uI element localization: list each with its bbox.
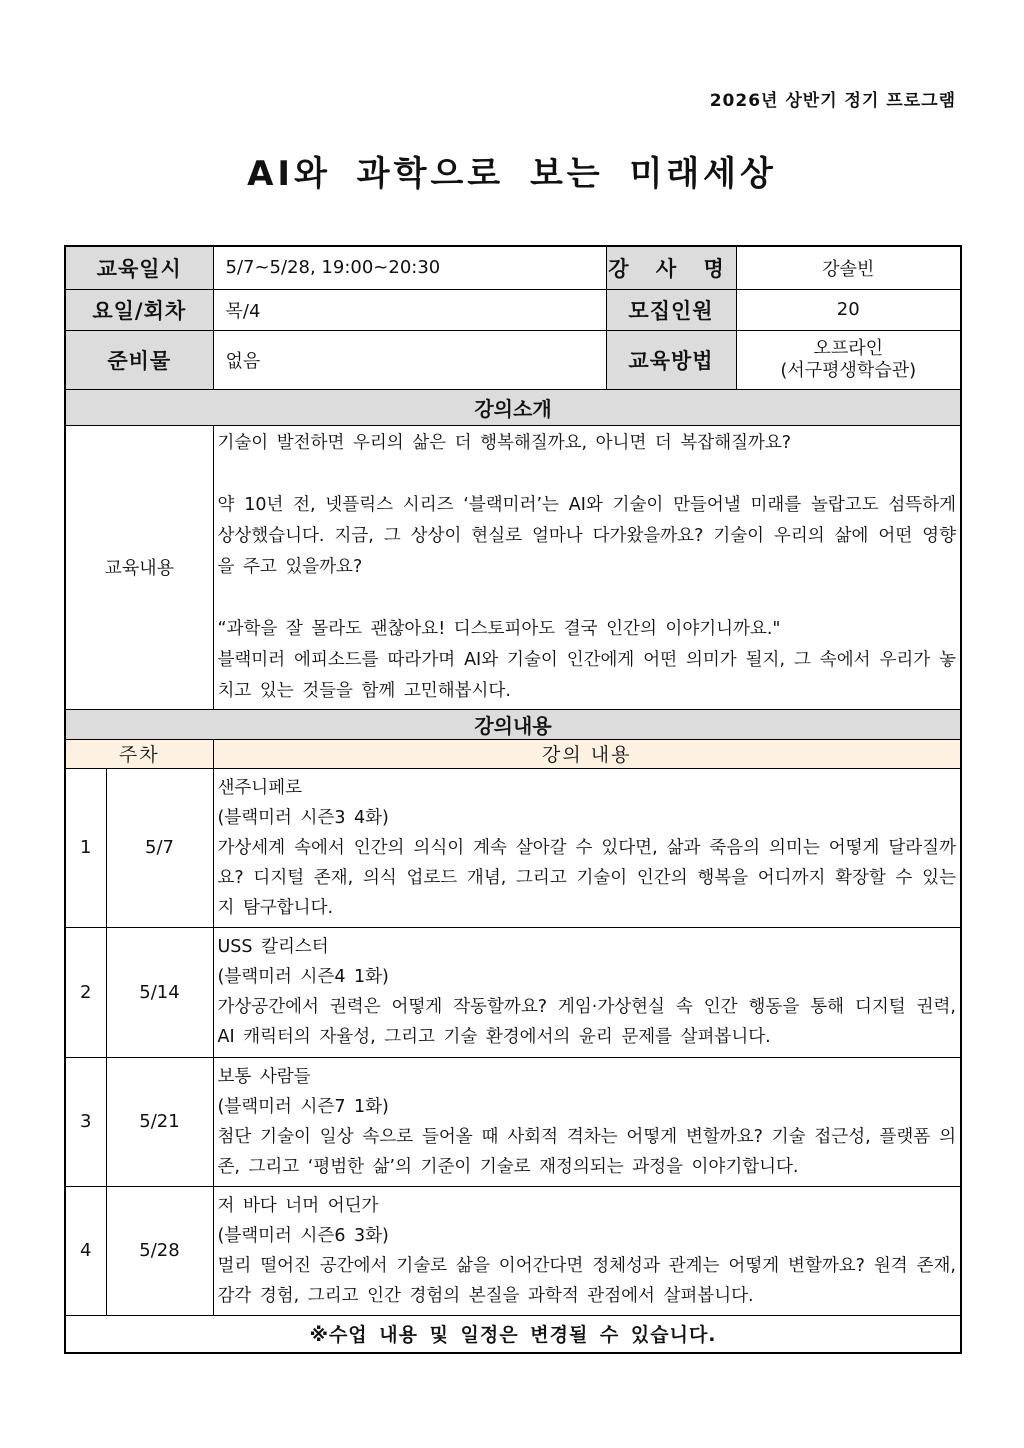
table-row bbox=[65, 768, 961, 927]
intro-paragraph-1: 기술이 발전하면 우리의 삶은 더 행복해질까요, 아니면 더 복잡해질까요? bbox=[217, 432, 792, 453]
materials-label: 준비물 bbox=[65, 330, 213, 389]
program-label: 2026년 상반기 정기 프로그램 bbox=[709, 91, 956, 111]
intro-content-row bbox=[65, 425, 961, 709]
lesson-episode: (블랙미러 시즌7 1화) bbox=[217, 1096, 389, 1117]
intro-section-row bbox=[65, 389, 961, 425]
lesson-number: 1 bbox=[65, 768, 106, 927]
lesson-title: 샌주니페로 bbox=[217, 777, 303, 798]
table-row bbox=[65, 927, 961, 1057]
lesson-description: 첨단 기술이 일상 속으로 들어올 때 사회적 격차는 어떻게 변할까요? 기술 접근성, 플랫폼 의존, 그리고 ‘평범한 삶’의 기준이 기술로 재정의되는 과정을 이야기합니다. bbox=[217, 1126, 956, 1177]
lesson-date: 5/7 bbox=[106, 768, 213, 927]
instructor-value: 강솔빈 bbox=[736, 246, 961, 289]
lesson-date: 5/14 bbox=[106, 927, 213, 1057]
lesson-title: 보통 사람들 bbox=[217, 1066, 311, 1087]
method-value bbox=[736, 330, 961, 389]
course-table bbox=[64, 245, 962, 1354]
method-value-line2: (서구평생학습관) bbox=[780, 359, 917, 381]
instructor-label: 강 사 명 bbox=[606, 246, 736, 289]
lesson-number: 3 bbox=[65, 1057, 106, 1186]
lesson-description: 가상세계 속에서 인간의 의식이 계속 살아갈 수 있다면, 삶과 죽음의 의미는 어떻게 달라질까요? 디지털 존재, 의식 업로드 개념, 그리고 기술이 인간의 행복을 어디까지 확장할 수 있는지 탐구합니다. bbox=[217, 837, 956, 918]
info-row-materials bbox=[65, 330, 961, 389]
method-label: 교육방법 bbox=[606, 330, 736, 389]
lesson-content bbox=[213, 1186, 961, 1315]
intro-paragraph-3: “과학을 잘 몰라도 괜찮아요! 디스토피아도 결국 인간의 이야기니까요." bbox=[217, 618, 781, 639]
content-label: 교육내용 bbox=[65, 425, 213, 709]
day-value: 목/4 bbox=[213, 289, 606, 330]
date-value: 5/7~5/28, 19:00~20:30 bbox=[213, 246, 606, 289]
materials-value: 없음 bbox=[213, 330, 606, 389]
content-column-header: 강의 내용 bbox=[213, 739, 961, 768]
lesson-episode: (블랙미러 시즌4 1화) bbox=[217, 967, 389, 987]
lesson-title: USS 칼리스터 bbox=[217, 937, 329, 957]
lesson-description: 가상공간에서 권력은 어떻게 작동할까요? 게임·가상현실 속 인간 행동을 통해 디지털 권력, AI 캐릭터의 자율성, 그리고 기술 환경에서의 윤리 문제를 살펴봅니다. bbox=[217, 997, 956, 1047]
week-column-header: 주차 bbox=[65, 739, 213, 768]
curriculum-header-row bbox=[65, 739, 961, 768]
table-row bbox=[65, 1186, 961, 1315]
capacity-label: 모집인원 bbox=[606, 289, 736, 330]
lesson-content bbox=[213, 768, 961, 927]
lesson-content bbox=[213, 927, 961, 1057]
intro-text bbox=[213, 425, 961, 709]
lesson-title: 저 바다 너머 어딘가 bbox=[217, 1195, 379, 1216]
lesson-date: 5/28 bbox=[106, 1186, 213, 1315]
intro-paragraph-4: 블랙미러 에피소드를 따라가며 AI와 기술이 인간에게 어떤 의미가 될지, 그 속에서 우리가 놓치고 있는 것들을 함께 고민해봅시다. bbox=[217, 649, 956, 701]
lesson-description: 멀리 떨어진 공간에서 기술로 삶을 이어간다면 정체성과 관계는 어떻게 변할까요? 원격 존재, 감각 경험, 그리고 인간 경험의 본질을 과학적 관점에서 살펴봅니다. bbox=[217, 1255, 956, 1306]
lesson-episode: (블랙미러 시즌3 4화) bbox=[217, 807, 389, 828]
curriculum-section-row bbox=[65, 709, 961, 739]
page-title: AI와 과학으로 보는 미래세상 bbox=[247, 154, 777, 194]
date-label: 교육일시 bbox=[65, 246, 213, 289]
lesson-date: 5/21 bbox=[106, 1057, 213, 1186]
lesson-number: 4 bbox=[65, 1186, 106, 1315]
day-label: 요일/회차 bbox=[65, 289, 213, 330]
notice-row bbox=[65, 1315, 961, 1353]
info-row-date bbox=[65, 246, 961, 289]
table-row bbox=[65, 1057, 961, 1186]
intro-section-title: 강의소개 bbox=[65, 389, 961, 425]
lesson-episode: (블랙미러 시즌6 3화) bbox=[217, 1225, 389, 1246]
method-value-line1: 오프라인 bbox=[813, 337, 884, 359]
lesson-number: 2 bbox=[65, 927, 106, 1057]
schedule-notice: ※수업 내용 및 일정은 변경될 수 있습니다. bbox=[65, 1315, 961, 1353]
capacity-value: 20 bbox=[736, 289, 961, 330]
intro-paragraph-2: 약 10년 전, 넷플릭스 시리즈 ‘블랙미러’는 AI와 기술이 만들어낼 미래를 놀랍고도 섬뜩하게 상상했습니다. 지금, 그 상상이 현실로 얼마나 다가왔을까요? 기술이 우리의 삶에 어떤 영향을 주고 있을까요? bbox=[217, 494, 956, 577]
lesson-content bbox=[213, 1057, 961, 1186]
curriculum-section-title: 강의내용 bbox=[65, 709, 961, 739]
info-row-day bbox=[65, 289, 961, 330]
